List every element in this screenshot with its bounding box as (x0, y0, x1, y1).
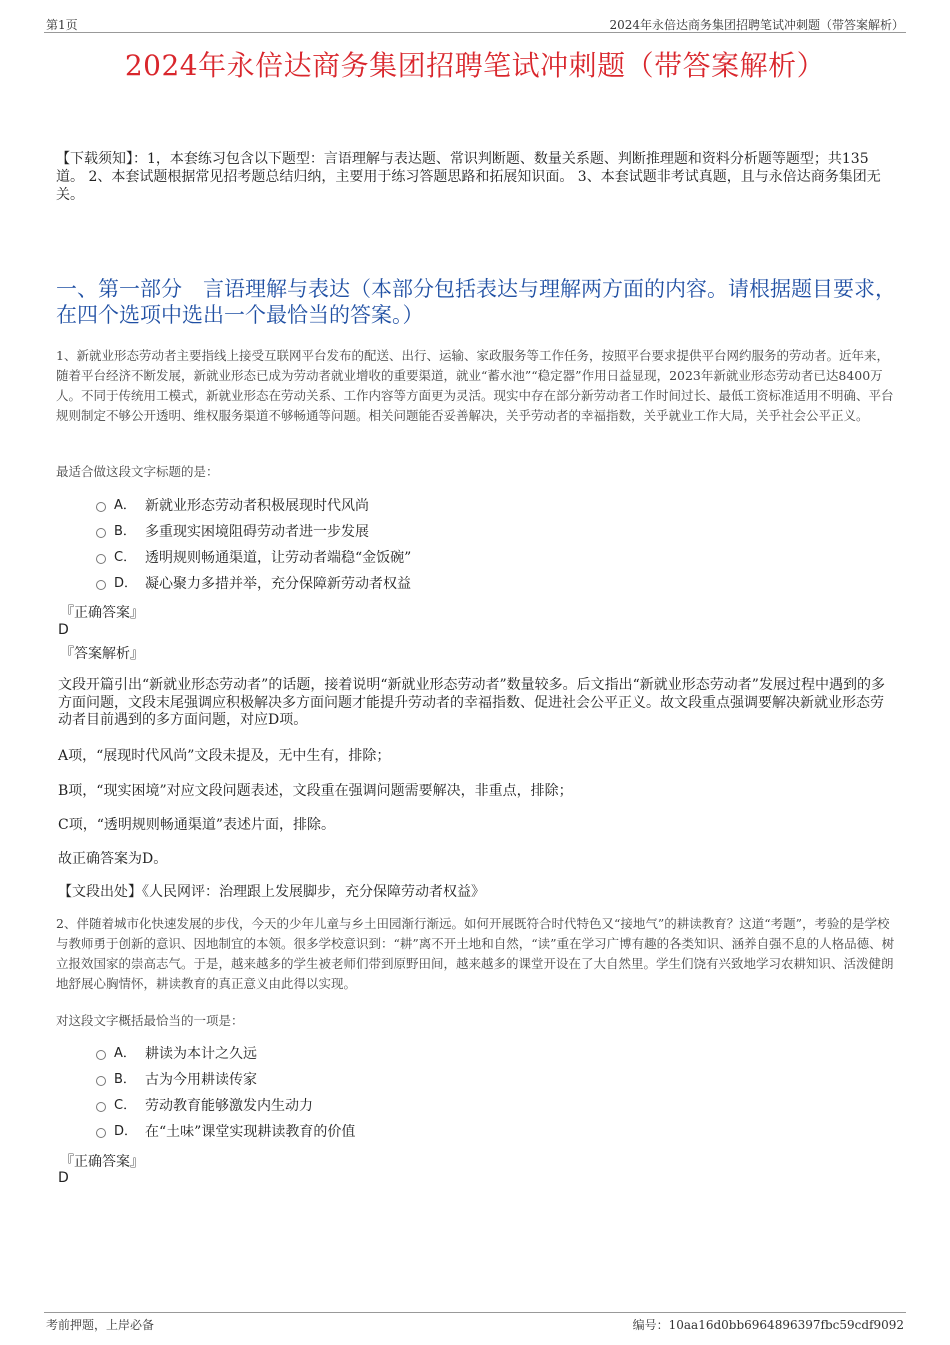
page-header (44, 14, 906, 33)
analysis-option-c: C项，“透明规则畅通渠道”表述片面，排除。 (58, 817, 336, 833)
analysis-option-b: B项，“现实困境”对应文段问题表述，文段重在强调问题需要解决，非重点，排除； (58, 783, 573, 799)
analysis-conclusion: 故正确答案为D。 (58, 851, 168, 867)
question-2-prompt: 对这段文字概括最恰当的一项是： (56, 1013, 244, 1028)
analysis-label: 『答案解析』 (60, 646, 144, 662)
footer-slogan: 考前押题，上岸必备 (46, 1318, 155, 1332)
answer-analysis: 文段开篇引出“新就业形态劳动者”的话题，接着说明“新就业形态劳动者”数量较多。后文指出“新就业形态劳动者”发展过程中遇到的多方面问题，文段末尾强调应积极解决多方面问题才能提升劳动者的幸福指数、促进社会公平正义。故文段重点强调要解决新就业形态劳动者目前遇到的多方面问题，对应D项。 (58, 677, 885, 728)
correct-answer: D (58, 1170, 69, 1186)
page-number: 第1页 (46, 18, 78, 32)
radio-icon[interactable] (96, 1076, 106, 1086)
radio-icon[interactable] (96, 554, 106, 564)
section-heading: 一、第一部分 言语理解与表达（本部分包括表达与理解两方面的内容。请根据题目要求，在四个选项中选出一个最恰当的答案。） (56, 277, 896, 327)
document-id: 编号：10aa16d0bb6964896397fbc59cdf9092 (632, 1318, 904, 1332)
page-footer (44, 1312, 906, 1333)
analysis-option-a: A项，“展现时代风尚”文段未提及，无中生有，排除； (58, 748, 391, 764)
radio-icon[interactable] (96, 580, 106, 590)
question-2-stem: 2、伴随着城市化快速发展的步伐，今天的少年儿童与乡土田园渐行渐远。如何开展既符合时代特色又“接地气”的耕读教育？这道“考题”，考验的是学校与教师勇于创新的意识、因地制宜的本领。很多学校意识到：“耕”离不开土地和自然，“读”重在学习广博有趣的各类知识、涵养自强不息的人格品德、树立报效国家的崇高志气。于是，越来越多的学生被老师们带到原野田间，越来越多的课堂开设在了大自然里。学生们饶有兴致地学习农耕知识、活泼健朗地舒展心胸情怀，耕读教育的真正意义由此得以实现。 (56, 916, 895, 991)
correct-answer: D (58, 622, 69, 638)
header-doc-title: 2024年永倍达商务集团招聘笔试冲刺题（带答案解析） (609, 18, 904, 32)
radio-icon[interactable] (96, 1050, 106, 1060)
radio-icon[interactable] (96, 1128, 106, 1138)
radio-icon[interactable] (96, 1102, 106, 1112)
download-notice: 【下载须知】：1，本套练习包含以下题型：言语理解与表达题、常识判断题、数量关系题、判断推理题和资料分析题等题型；共135道。 2、本套试题根据常见招考题总结归纳，主要用于练习答题思路和拓展知识面。 3、本套试题非考试真题，且与永倍达商务集团无关。 (56, 151, 881, 203)
document-title: 2024年永倍达商务集团招聘笔试冲刺题（带答案解析） (124, 49, 826, 82)
radio-icon[interactable] (96, 502, 106, 512)
question-1-stem: 1、新就业形态劳动者主要指线上接受互联网平台发布的配送、出行、运输、家政服务等工作任务，按照平台要求提供平台网约服务的劳动者。近年来，随着平台经济不断发展，新就业形态已成为劳动者就业增收的重要渠道，就业“蓄水池”“稳定器”作用日益显现，2023年新就业形态劳动者已达8400万人。不同于传统用工模式，新就业形态在劳动关系、工作内容等方面更为灵活。现实中存在部分新劳动者工作时间过长、最低工资标准适用不明确、平台规则制定不够公开透明、维权服务渠道不够畅通等问题。相关问题能否妥善解决，关乎劳动者的幸福指数，关乎就业工作大局，关乎社会公平正义。 (56, 348, 894, 423)
answer-label: 『正确答案』 (60, 1154, 144, 1170)
question-1-prompt: 最适合做这段文字标题的是： (56, 464, 219, 479)
answer-label: 『正确答案』 (60, 605, 144, 621)
radio-icon[interactable] (96, 528, 106, 538)
passage-source: 【文段出处】《人民网评：治理跟上发展脚步，充分保障劳动者权益》 (58, 884, 485, 900)
